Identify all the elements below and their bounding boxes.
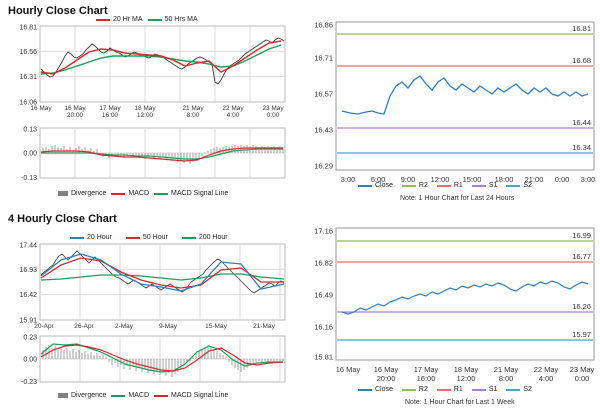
legend-label-s1-24h: S1 <box>488 182 498 189</box>
ytick-4h-0: 15.91 <box>19 317 37 325</box>
legend-swatch-r2-24h <box>402 185 416 187</box>
xtick-hourly-5b: 4:00 <box>226 112 240 118</box>
ytick-4h-1: 16.42 <box>19 292 37 300</box>
xtick-l24-4: 15:00 <box>462 175 482 184</box>
xtick-l1w-0a: 16 May <box>335 365 361 374</box>
legend-item-s1-24h <box>472 182 498 189</box>
legend-label-200hour: 200 Hour <box>198 234 228 241</box>
xtick-l1w-1b: 20:00 <box>376 374 396 383</box>
hourly-price-chart <box>8 22 290 118</box>
xtick-l24-6: 21:00 <box>524 175 544 184</box>
legend-label-r2-24h: R2 <box>418 182 428 189</box>
ytick-hmacd-0: -0.13 <box>21 175 37 182</box>
ytick-hmacd-2: 0.13 <box>23 126 37 134</box>
legend-item-close-24h <box>358 182 393 189</box>
level-value-r2-1w: 16.99 <box>572 231 591 240</box>
xtick-hourly-3a: 18 May <box>134 105 156 112</box>
ytick-4hmacd-0: -0.23 <box>21 379 37 386</box>
ytick-l1w-4: 17.16 <box>314 226 333 236</box>
xtick-hourly-1a: 16 May <box>64 105 86 112</box>
legend-label-macd-signal-4h: MACD Signal Line <box>171 392 229 399</box>
legend-levels-24h <box>358 182 532 189</box>
ytick-l24-2: 16.57 <box>314 89 333 99</box>
four-hourly-price-chart <box>8 240 290 330</box>
legend-swatch-macd <box>111 193 125 195</box>
legend-swatch-s1-24h <box>472 185 486 187</box>
legend-swatch-50hrs-ma <box>148 19 162 21</box>
levels-24h-svg <box>308 18 598 190</box>
xtick-hourly-6b: 0:00 <box>266 112 280 118</box>
ytick-l24-1: 16.43 <box>314 125 333 135</box>
legend-4hourly-macd <box>58 392 228 399</box>
xtick-l1w-2a: 17 May <box>413 365 439 374</box>
xtick-l24-1: 6:00 <box>370 175 386 184</box>
note-24h: Note: 1 Hour Chart for Last 24 Hours <box>400 195 515 202</box>
legend-swatch-divergence <box>58 191 68 196</box>
level-value-r1-1w: 16.77 <box>572 252 591 261</box>
ytick-4hmacd-2: 0.23 <box>23 334 37 342</box>
page-title-hourly: Hourly Close Chart <box>8 5 108 17</box>
legend-label-macd: MACD <box>128 190 150 197</box>
legend-hourly-macd <box>58 190 228 197</box>
four-hourly-macd-svg <box>8 332 290 394</box>
level-value-s1-1w: 16.26 <box>572 302 591 311</box>
legend-label-s2-1w: S2 <box>523 386 532 393</box>
xtick-l1w-4a: 21 May <box>493 365 519 374</box>
legend-label-s2-24h: S2 <box>523 182 532 189</box>
hourly-macd-chart <box>8 124 290 194</box>
legend-item-r1-1w <box>437 386 463 393</box>
xtick-4h-3: 9-May <box>158 323 178 330</box>
ytick-l24-4: 16.86 <box>314 20 333 30</box>
note-1w: Note: 1 Hour Chart for Last 1 Week <box>405 399 515 406</box>
legend-swatch-macd-4h <box>111 395 125 397</box>
xtick-hourly-3b: 12:00 <box>136 112 154 118</box>
legend-item-r1-24h <box>437 182 463 189</box>
legend-label-s1-1w: S1 <box>488 386 498 393</box>
legend-label-r1-24h: R1 <box>453 182 463 189</box>
legend-label-r2-1w: R2 <box>418 386 428 393</box>
xtick-hourly-5a: 22 May <box>222 105 244 112</box>
legend-swatch-20hour <box>70 237 84 239</box>
xtick-l1w-6b: 0:00 <box>574 374 590 383</box>
xtick-hourly-0a: 16 May <box>30 105 52 112</box>
xtick-hourly-2a: 17 May <box>99 105 121 112</box>
legend-levels-1w <box>358 386 532 393</box>
xtick-4h-2: 2-May <box>114 323 134 330</box>
ytick-4hmacd-1: 0.00 <box>23 356 37 364</box>
levels-1w-svg <box>308 224 598 384</box>
legend-item-divergence <box>58 190 106 197</box>
legend-item-s2-1w <box>506 386 532 393</box>
xtick-4h-4: 15-May <box>205 323 227 330</box>
legend-swatch-r1-24h <box>437 185 451 187</box>
legend-swatch-50hour <box>126 237 140 239</box>
xtick-hourly-6a: 23 May <box>262 105 284 112</box>
xtick-l1w-5b: 4:00 <box>538 374 554 383</box>
legend-swatch-r2-1w <box>402 389 416 391</box>
ytick-hourly-3: 16.81 <box>19 24 37 32</box>
level-value-r1-24h: 16.68 <box>572 56 591 65</box>
ytick-l1w-0: 15.81 <box>314 352 333 362</box>
xtick-l24-2: 9:00 <box>400 175 416 184</box>
legend-label-macd-4h: MACD <box>128 392 150 399</box>
ytick-l24-0: 16.29 <box>314 161 333 171</box>
hourly-macd-svg <box>8 124 290 194</box>
legend-item-s1-1w <box>472 386 498 393</box>
xtick-4h-5: 21-May <box>253 323 275 330</box>
xtick-hourly-2b: 16:00 <box>101 112 119 118</box>
levels-1w-chart <box>308 224 598 384</box>
legend-label-divergence: Divergence <box>71 190 107 197</box>
legend-swatch-s1-1w <box>472 389 486 391</box>
xtick-l1w-3b: 12:00 <box>456 374 476 383</box>
legend-swatch-macd-signal <box>154 193 168 195</box>
legend-item-macd-4h <box>111 392 149 399</box>
ytick-hourly-2: 16.56 <box>19 48 37 56</box>
xtick-l1w-5a: 22 May <box>533 365 559 374</box>
hourly-price-svg <box>8 22 290 118</box>
legend-label-20hr-ma: 20 Hr MA <box>113 16 143 23</box>
four-hourly-macd-chart <box>8 332 290 394</box>
xtick-hourly-4a: 21 May <box>182 105 204 112</box>
legend-swatch-close-1w <box>358 389 372 391</box>
xtick-l1w-6a: 23 May <box>569 365 595 374</box>
ytick-hourly-0: 16.06 <box>19 99 37 107</box>
four-hourly-price-svg <box>8 240 290 330</box>
page-title-4hourly: 4 Hourly Close Chart <box>8 213 117 225</box>
xtick-l1w-3a: 18 May <box>453 365 479 374</box>
legend-swatch-200hour <box>182 237 196 239</box>
xtick-4h-0: 20-Apr <box>34 323 54 330</box>
legend-label-50hour: 50 Hour <box>142 234 168 241</box>
xtick-l1w-4b: 8:00 <box>498 374 514 383</box>
legend-item-r2-24h <box>402 182 428 189</box>
ytick-hourly-1: 16.31 <box>19 74 37 82</box>
legend-item-macd-signal-4h <box>154 392 228 399</box>
level-value-r2-24h: 16.81 <box>572 24 591 33</box>
xtick-4h-1: 26-Apr <box>74 323 94 330</box>
legend-label-macd-signal: MACD Signal Line <box>171 190 229 197</box>
ytick-4h-2: 16.93 <box>19 266 37 274</box>
legend-swatch-divergence-4h <box>58 393 68 398</box>
xtick-l1w-1a: 16 May <box>373 365 399 374</box>
xtick-l24-3: 12:00 <box>430 175 450 184</box>
ytick-hmacd-1: 0.00 <box>23 150 37 158</box>
ytick-l24-3: 16.71 <box>314 53 333 63</box>
legend-label-divergence-4h: Divergence <box>71 392 107 399</box>
legend-swatch-s2-24h <box>506 185 520 187</box>
legend-swatch-macd-signal-4h <box>154 395 168 397</box>
legend-item-divergence-4h <box>58 392 106 399</box>
legend-item-r2-1w <box>402 386 428 393</box>
xtick-hourly-4b: 8:00 <box>186 112 200 118</box>
xtick-l24-8: 3:00 <box>580 175 596 184</box>
legend-item-macd-signal <box>154 190 228 197</box>
legend-swatch-r1-1w <box>437 389 451 391</box>
ytick-4h-3: 17.44 <box>19 242 37 250</box>
level-value-s2-1w: 15.97 <box>572 330 591 339</box>
legend-label-r1-1w: R1 <box>453 386 463 393</box>
legend-label-50hrs-ma: 50 Hrs MA <box>164 16 198 23</box>
legend-item-s2-24h <box>506 182 532 189</box>
levels-24h-chart <box>308 18 598 190</box>
xtick-l24-7: 0:00 <box>554 175 570 184</box>
xtick-l1w-2b: 16:00 <box>416 374 436 383</box>
legend-swatch-close-24h <box>358 185 372 187</box>
legend-label-20hour: 20 Hour <box>87 234 112 241</box>
legend-swatch-s2-1w <box>506 389 520 391</box>
legend-label-close-24h: Close <box>375 182 393 189</box>
xtick-hourly-1b: 20:00 <box>66 112 84 118</box>
legend-item-macd <box>111 190 149 197</box>
legend-swatch-20hr-ma <box>96 19 110 21</box>
legend-item-close-1w <box>358 386 393 393</box>
xtick-l24-5: 18:00 <box>494 175 514 184</box>
xtick-l24-0: 3:00 <box>340 175 356 184</box>
ytick-l1w-3: 16.82 <box>314 258 333 268</box>
ytick-l1w-2: 16.49 <box>314 290 333 300</box>
level-value-s1-24h: 16.44 <box>572 118 591 127</box>
level-value-s2-24h: 16.34 <box>572 143 591 152</box>
ytick-l1w-1: 16.16 <box>314 322 333 332</box>
legend-label-close-1w: Close <box>375 386 393 393</box>
